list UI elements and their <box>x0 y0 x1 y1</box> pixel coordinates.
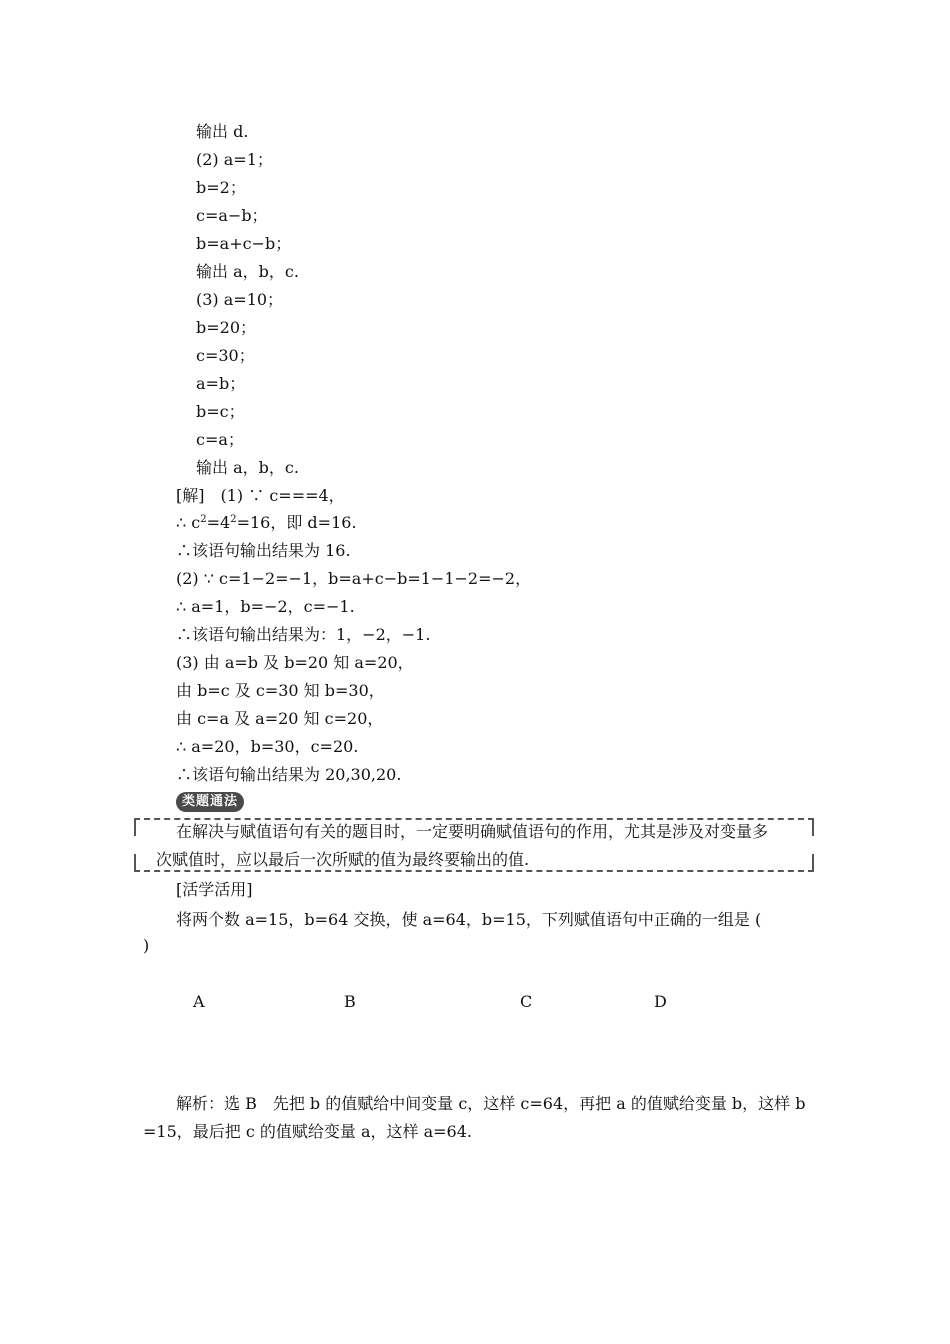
statement-line: (2) a=1； <box>196 150 273 169</box>
analysis-text: =15，最后把 c 的值赋给变量 a，这样 a=64. <box>143 1122 473 1141</box>
solution-line <box>176 513 357 533</box>
statement-line: c=a； <box>196 430 244 449</box>
solution-line: ∴该语句输出结果为 20,30,20. <box>176 765 402 784</box>
solution-line: [解] (1) ∵ c===4， <box>176 486 345 505</box>
solution-line: 由 c=a 及 a=20 知 c=20， <box>176 709 384 728</box>
box-corner <box>134 854 136 870</box>
solution-fragment: =4 <box>206 513 231 532</box>
statement-line: b=c； <box>196 402 245 421</box>
solution-line: ∴该语句输出结果为 16. <box>176 541 351 560</box>
solution-line: ∴该语句输出结果为：1，−2，−1. <box>176 625 431 644</box>
solution-line: 由 b=c 及 c=30 知 b=30， <box>176 681 385 700</box>
exponent: 2 <box>200 514 207 525</box>
choice-c[interactable]: C <box>520 992 533 1011</box>
practice-heading: [活学活用] <box>176 880 253 899</box>
solution-fragment: ∴ c <box>176 513 201 532</box>
statement-line: b=20； <box>196 318 257 337</box>
statement-line: b=a+c−b； <box>196 234 292 253</box>
choice-a[interactable]: A <box>193 992 205 1011</box>
method-text: 在解决与赋值语句有关的题目时，一定要明确赋值语句的作用，尤其是涉及对变量多 <box>176 822 769 841</box>
solution-line: ∴ a=20，b=30，c=20. <box>176 737 359 756</box>
statement-line: 输出 d. <box>196 122 249 141</box>
choice-b[interactable]: B <box>344 992 356 1011</box>
method-text: 次赋值时，应以最后一次所赋的值为最终要输出的值. <box>156 850 530 869</box>
question-text: ) <box>143 936 150 955</box>
box-corner <box>812 820 814 836</box>
exponent: 2 <box>230 514 237 525</box>
analysis-text: 解析：选 B 先把 b 的值赋给中间变量 c，这样 c=64，再把 a 的值赋给变量 b，这样 b <box>176 1094 806 1113</box>
statement-line: c=a−b； <box>196 206 268 225</box>
box-corner <box>812 854 814 870</box>
choice-d[interactable]: D <box>654 992 667 1011</box>
solution-line: (3) 由 a=b 及 b=20 知 a=20， <box>176 653 414 672</box>
statement-line: 输出 a，b，c. <box>196 458 299 477</box>
statement-line: b=2； <box>196 178 246 197</box>
statement-line: (3) a=10； <box>196 290 284 309</box>
solution-line: ∴ a=1，b=−2，c=−1. <box>176 597 355 616</box>
solution-line: (2) ∵ c=1−2=−1，b=a+c−b=1−1−2=−2， <box>176 569 532 588</box>
statement-line: a=b； <box>196 374 246 393</box>
box-corner <box>134 820 136 836</box>
method-badge: 类题通法 <box>176 792 244 812</box>
solution-fragment: =16，即 d=16. <box>236 513 357 532</box>
statement-line: 输出 a，b，c. <box>196 262 299 281</box>
statement-line: c=30； <box>196 346 255 365</box>
question-text: 将两个数 a=15，b=64 交换，使 a=64，b=15，下列赋值语句中正确的一组是 ( <box>176 910 762 929</box>
